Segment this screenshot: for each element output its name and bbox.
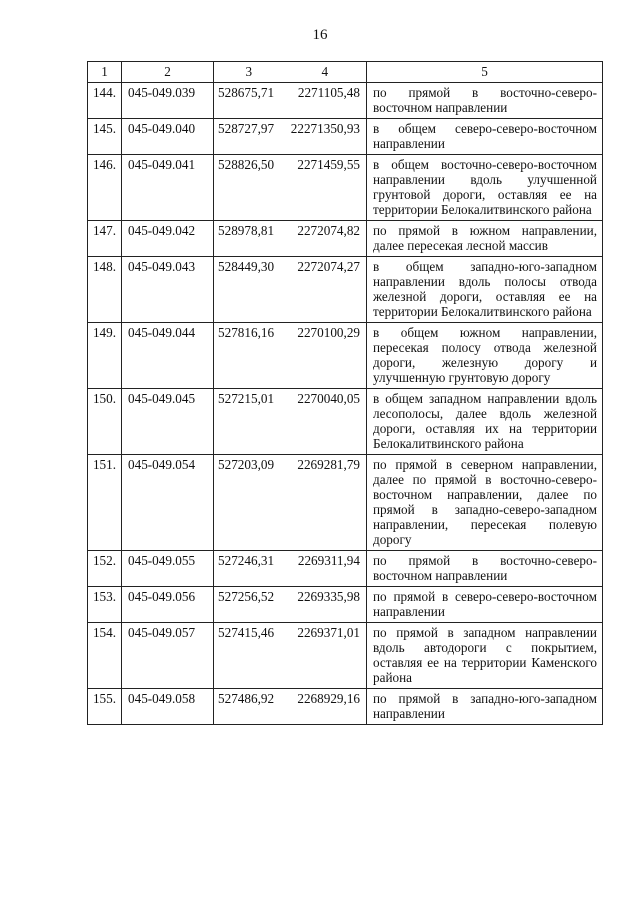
table-row <box>88 551 603 587</box>
coordinate-y: 2269311,94 <box>284 551 367 587</box>
row-number: 148. <box>88 257 122 323</box>
column-header-point-code: 2 <box>122 62 214 83</box>
coordinate-y: 2272074,27 <box>284 257 367 323</box>
point-code: 045-049.045 <box>122 389 214 455</box>
row-number: 151. <box>88 455 122 551</box>
boundary-description: в общем южном направлении, пересекая полосу отвода железной дороги, железную дорогу и улучшенную грунтовую дорогу <box>367 323 603 389</box>
column-header-number: 1 <box>88 62 122 83</box>
boundary-description: по прямой в восточно-северо-восточном направлении <box>367 551 603 587</box>
coordinate-x: 528675,71 <box>214 83 284 119</box>
boundary-description: по прямой в северо-северо-восточном направлении <box>367 587 603 623</box>
point-code: 045-049.057 <box>122 623 214 689</box>
coordinate-x: 527486,92 <box>214 689 284 725</box>
boundary-points-table <box>87 61 603 725</box>
coordinate-x: 527215,01 <box>214 389 284 455</box>
coordinate-x: 527256,52 <box>214 587 284 623</box>
point-code: 045-049.055 <box>122 551 214 587</box>
table-row <box>88 689 603 725</box>
coordinate-y: 2269335,98 <box>284 587 367 623</box>
row-number: 154. <box>88 623 122 689</box>
coordinate-y: 2272074,82 <box>284 221 367 257</box>
row-number: 145. <box>88 119 122 155</box>
coordinate-y: 2271459,55 <box>284 155 367 221</box>
table-row <box>88 257 603 323</box>
point-code: 045-049.056 <box>122 587 214 623</box>
row-number: 144. <box>88 83 122 119</box>
row-number: 153. <box>88 587 122 623</box>
table-row <box>88 455 603 551</box>
coordinate-y: 2270040,05 <box>284 389 367 455</box>
boundary-description: по прямой в западно-юго-западном направлении <box>367 689 603 725</box>
column-header-y: 4 <box>284 62 367 83</box>
table-row <box>88 323 603 389</box>
row-number: 147. <box>88 221 122 257</box>
boundary-description: в общем западно-юго-западном направлении вдоль полосы отвода железной дороги, оставляя ее на территории Белокалитвинского района <box>367 257 603 323</box>
row-number: 155. <box>88 689 122 725</box>
boundary-description: по прямой в южном направлении, далее пересекая лесной массив <box>367 221 603 257</box>
coordinate-y: 2268929,16 <box>284 689 367 725</box>
coordinate-y: 2270100,29 <box>284 323 367 389</box>
point-code: 045-049.041 <box>122 155 214 221</box>
point-code: 045-049.040 <box>122 119 214 155</box>
point-code: 045-049.039 <box>122 83 214 119</box>
column-header-description: 5 <box>367 62 603 83</box>
table-header-row <box>88 62 603 83</box>
table-row <box>88 83 603 119</box>
boundary-description: в общем западном направлении вдоль лесополосы, далее вдоль железной дороги, оставляя их на территории Белокалитвинского района <box>367 389 603 455</box>
point-code: 045-049.044 <box>122 323 214 389</box>
boundary-description: по прямой в восточно-северо-восточном направлении <box>367 83 603 119</box>
coordinate-y: 2271105,48 <box>284 83 367 119</box>
coordinate-y: 2269281,79 <box>284 455 367 551</box>
coordinate-x: 527246,31 <box>214 551 284 587</box>
table-row <box>88 155 603 221</box>
table-row <box>88 119 603 155</box>
coordinate-y: 22271350,93 <box>284 119 367 155</box>
coordinate-x: 527816,16 <box>214 323 284 389</box>
table-row <box>88 221 603 257</box>
table-row <box>88 587 603 623</box>
boundary-description: по прямой в западном направлении вдоль автодороги с покрытием, оставляя ее на территории Каменского района <box>367 623 603 689</box>
coordinate-x: 528449,30 <box>214 257 284 323</box>
point-code: 045-049.058 <box>122 689 214 725</box>
coordinate-x: 527203,09 <box>214 455 284 551</box>
coordinate-x: 528978,81 <box>214 221 284 257</box>
point-code: 045-049.054 <box>122 455 214 551</box>
table-row <box>88 389 603 455</box>
row-number: 150. <box>88 389 122 455</box>
row-number: 152. <box>88 551 122 587</box>
point-code: 045-049.043 <box>122 257 214 323</box>
column-header-x: 3 <box>214 62 284 83</box>
coordinate-x: 528727,97 <box>214 119 284 155</box>
boundary-description: в общем восточно-северо-восточном направлении вдоль улучшенной грунтовой дороги, оставляя ее на территории Белокалитвинского района <box>367 155 603 221</box>
boundary-description: по прямой в северном направлении, далее по прямой в восточно-северо-восточном направлении, далее по прямой в западно-северо-западном направлении, пересекая полевую дорогу <box>367 455 603 551</box>
point-code: 045-049.042 <box>122 221 214 257</box>
table-row <box>88 623 603 689</box>
page-number: 16 <box>312 27 328 43</box>
coordinate-x: 527415,46 <box>214 623 284 689</box>
boundary-description: в общем северо-северо-восточном направлении <box>367 119 603 155</box>
coordinate-y: 2269371,01 <box>284 623 367 689</box>
row-number: 149. <box>88 323 122 389</box>
row-number: 146. <box>88 155 122 221</box>
coordinate-x: 528826,50 <box>214 155 284 221</box>
